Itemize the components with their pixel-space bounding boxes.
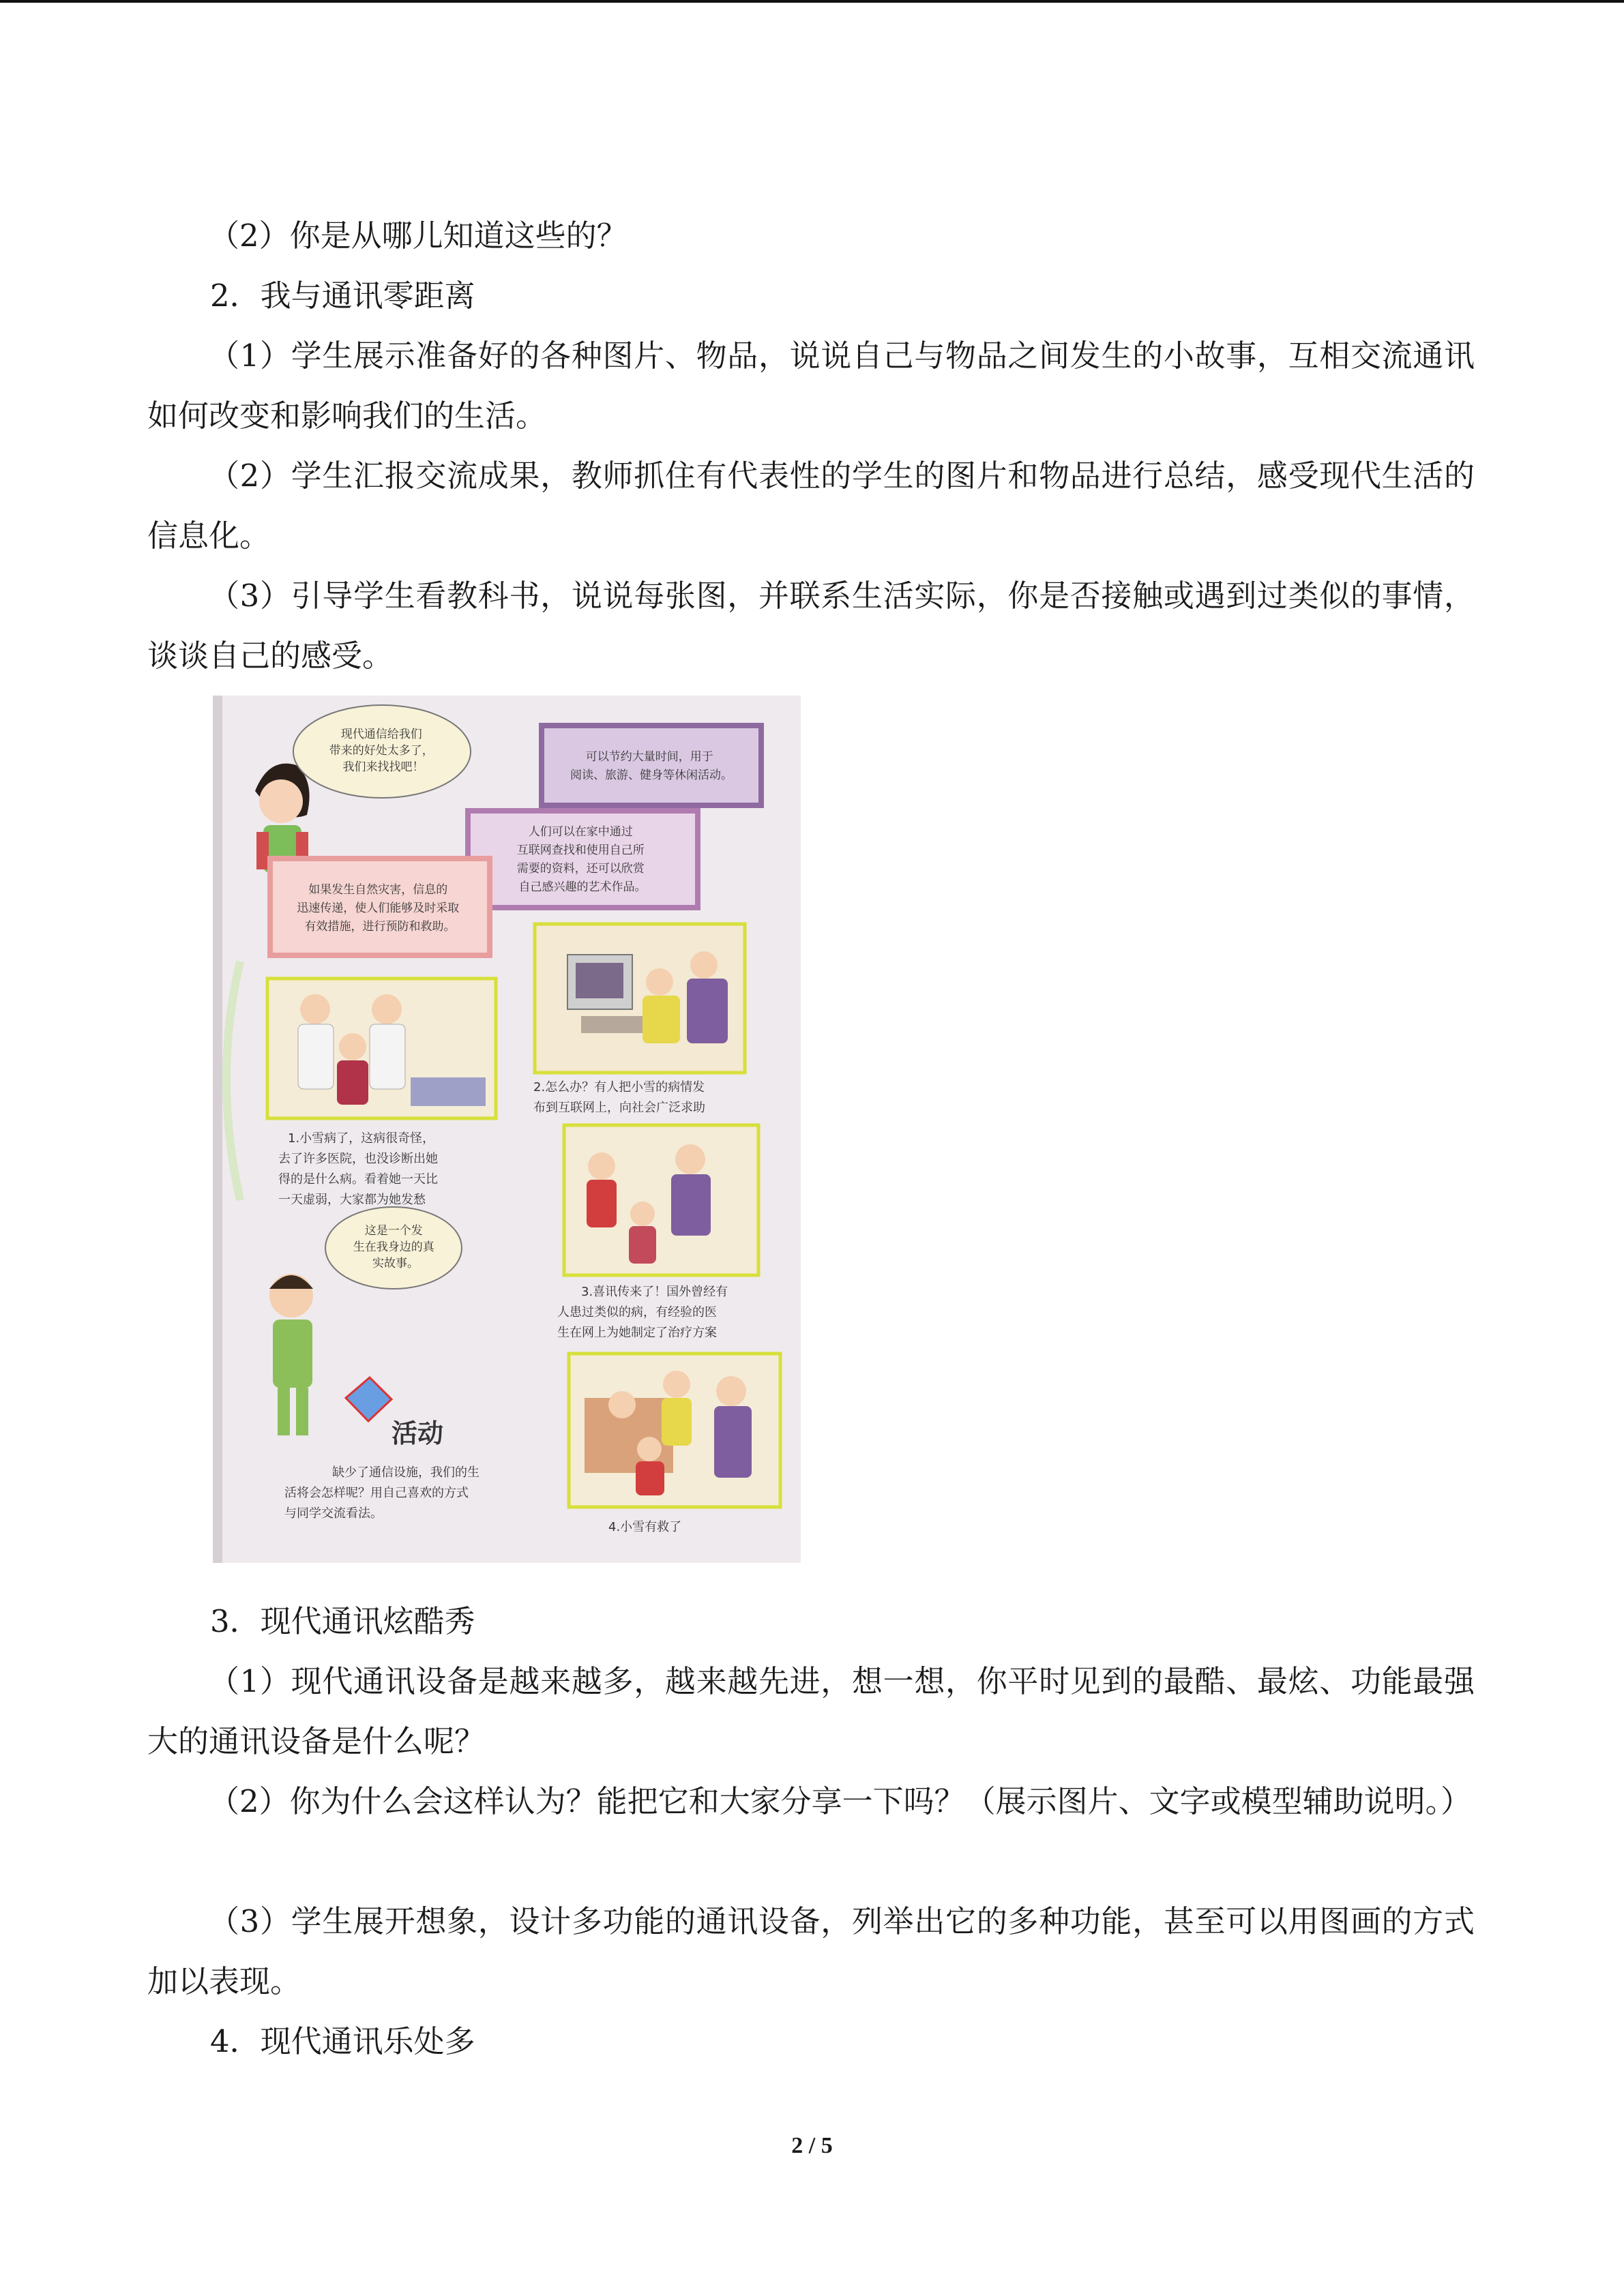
info-box-disaster-text: 如果发生自然灾害，信息的 迅速传递，使人们能够及时采取 有效措施，进行预防和救助。 <box>297 883 460 934</box>
heading-cool-show: 3．现代通讯炫酷秀 <box>210 1603 475 1639</box>
textbook-illustration <box>213 696 801 1563</box>
info-box-internet-text: 人们可以在家中通过 互联网查找和使用自己所 需要的资料，还可以欣赏 自己感兴趣的艺术作品。 <box>516 825 647 894</box>
bubble-girl-text: 现代通信给我们 带来的好处太多了， 我们来找找吧！ <box>329 728 434 774</box>
heading-zero-distance: 2．我与通讯零距离 <box>210 278 475 314</box>
paragraph-why-share: （2）你为什么会这样认为？能把它和大家分享一下吗？（展示图片、文字或模型辅助说明。） <box>209 1783 1472 1819</box>
caption-2: 2.怎么办？有人把小雪的病情发 布到互联网上，向社会广泛求助 <box>533 1080 705 1115</box>
caption-1: 1.小雪病了，这病很奇怪， 去了许多医院，也没诊断出她 得的是什么病。看着她一天比 一天虚弱，大家都为她发愁 <box>278 1131 438 1207</box>
paragraph-show-items: （1）学生展示准备好的各种图片、物品，说说自己与物品之间发生的小故事，互相交流通讯如何改变和影响我们的生活。 <box>147 338 1475 434</box>
bubble-boy-text: 这是一个发 生在我身边的真 实故事。 <box>353 1224 434 1270</box>
paragraph-textbook: （3）引导学生看教科书，说说每张图，并联系生活实际，你是否接触或遇到过类似的事情，谈谈自己的感受。 <box>147 578 1475 674</box>
activity-title: 活动 <box>392 1418 444 1448</box>
page-number: 2 / 5 <box>791 2133 833 2158</box>
activity-text: 缺少了通信设施，我们的生 活将会怎样呢？用自己喜欢的方式 与同学交流看法。 <box>284 1465 479 1521</box>
paragraph-where-know: （2）你是从哪儿知道这些的？ <box>209 218 628 254</box>
caption-4: 4.小雪有救了 <box>608 1520 682 1534</box>
caption-3: 3.喜讯传来了！国外曾经有 人患过类似的病，有经验的医 生在网上为她制定了治疗方案 <box>557 1285 728 1340</box>
info-box-time-text: 可以节约大量时间，用于 阅读、旅游、健身等休闲活动。 <box>570 750 733 782</box>
illustration-svg <box>213 696 801 1563</box>
heading-fun: 4．现代通讯乐处多 <box>210 2023 475 2059</box>
paragraph-report: （2）学生汇报交流成果，教师抓住有代表性的学生的图片和物品进行总结，感受现代生活的信息化。 <box>147 458 1475 554</box>
paragraph-coolest-device: （1）现代通讯设备是越来越多，越来越先进，想一想，你平时见到的最酷、最炫、功能最强大的通讯设备是什么呢？ <box>147 1663 1475 1759</box>
paragraph-imagine: （3）学生展开想象，设计多功能的通讯设备，列举出它的多种功能，甚至可以用图画的方式加以表现。 <box>147 1903 1475 1999</box>
top-border <box>0 0 1624 3</box>
